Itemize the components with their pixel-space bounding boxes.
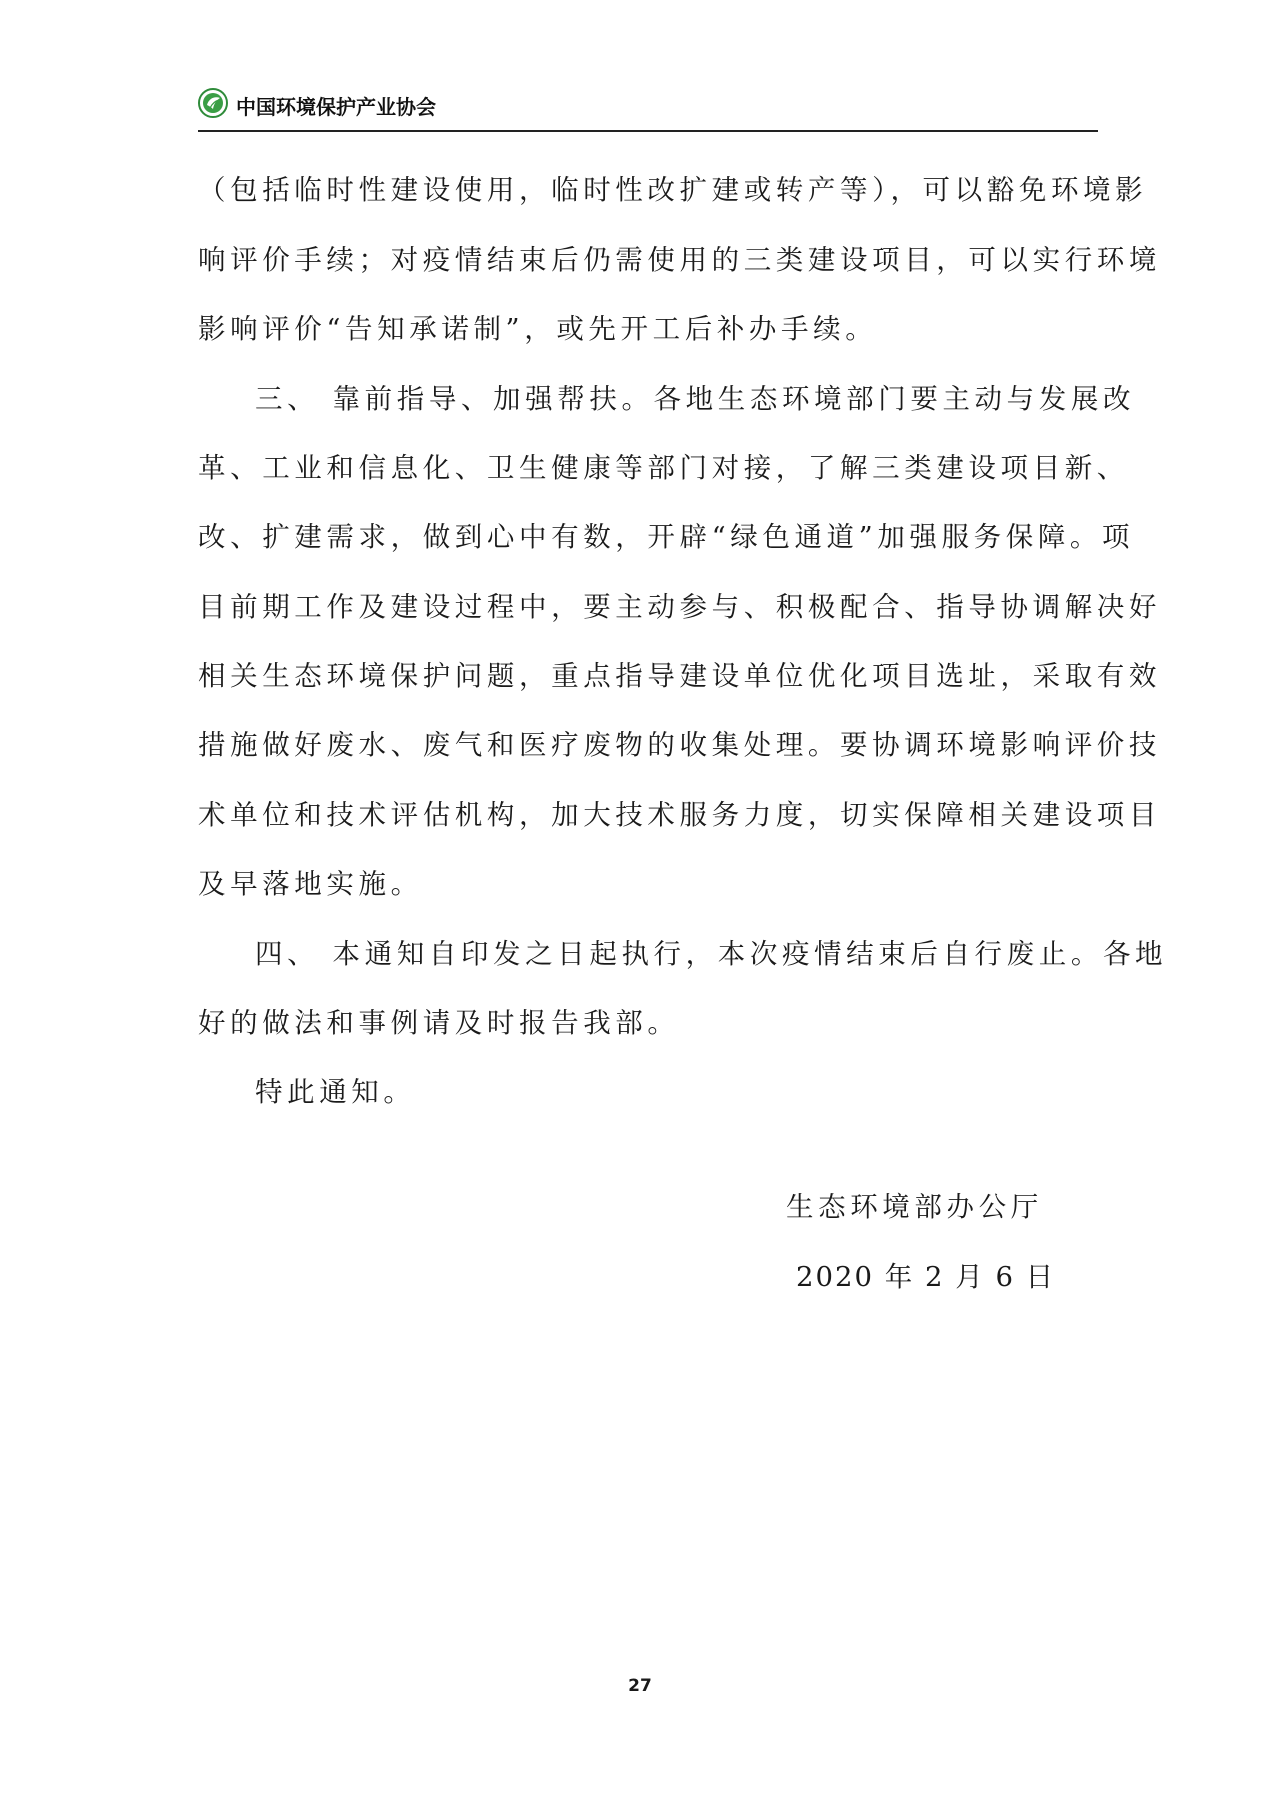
environmental-association-logo-icon bbox=[198, 88, 228, 118]
issuer-name: 生态环境部办公厅 bbox=[786, 1191, 1043, 1223]
body-line: （包括临时性建设使用，临时性改扩建或转产等），可以豁免环境影 bbox=[198, 174, 1148, 206]
body-line: 相关生态环境保护问题，重点指导建设单位优化项目选址，采取有效 bbox=[198, 660, 1161, 692]
body-line: 改、扩建需求，做到心中有数，开辟“绿色通道”加强服务保障。项 bbox=[198, 521, 1135, 553]
section-four-heading-line: 四、 本通知自印发之日起执行，本次疫情结束后自行废止。各地 bbox=[255, 938, 1168, 970]
organization-name: 中国环境保护产业协会 bbox=[236, 95, 436, 119]
body-line: 术单位和技术评估机构，加大技术服务力度，切实保障相关建设项目 bbox=[198, 799, 1161, 831]
body-line: 影响评价“告知承诺制”，或先开工后补办手续。 bbox=[198, 313, 878, 345]
page-number: 27 bbox=[628, 1676, 652, 1696]
body-line: 及早落地实施。 bbox=[198, 868, 423, 900]
issue-date: 2020 年 2 月 6 日 bbox=[796, 1261, 1056, 1293]
body-line: 响评价手续；对疫情结束后仍需使用的三类建设项目，可以实行环境 bbox=[198, 244, 1161, 276]
body-line: 好的做法和事例请及时报告我部。 bbox=[198, 1007, 680, 1039]
section-three-heading-line: 三、 靠前指导、加强帮扶。各地生态环境部门要主动与发展改 bbox=[255, 383, 1136, 415]
header-divider bbox=[198, 130, 1098, 132]
body-line: 目前期工作及建设过程中，要主动参与、积极配合、指导协调解决好 bbox=[198, 591, 1161, 623]
closing-line: 特此通知。 bbox=[255, 1076, 416, 1108]
document-header bbox=[198, 88, 1098, 128]
body-line: 措施做好废水、废气和医疗废物的收集处理。要协调环境影响评价技 bbox=[198, 729, 1161, 761]
body-line: 革、工业和信息化、卫生健康等部门对接，了解三类建设项目新、 bbox=[198, 452, 1129, 484]
